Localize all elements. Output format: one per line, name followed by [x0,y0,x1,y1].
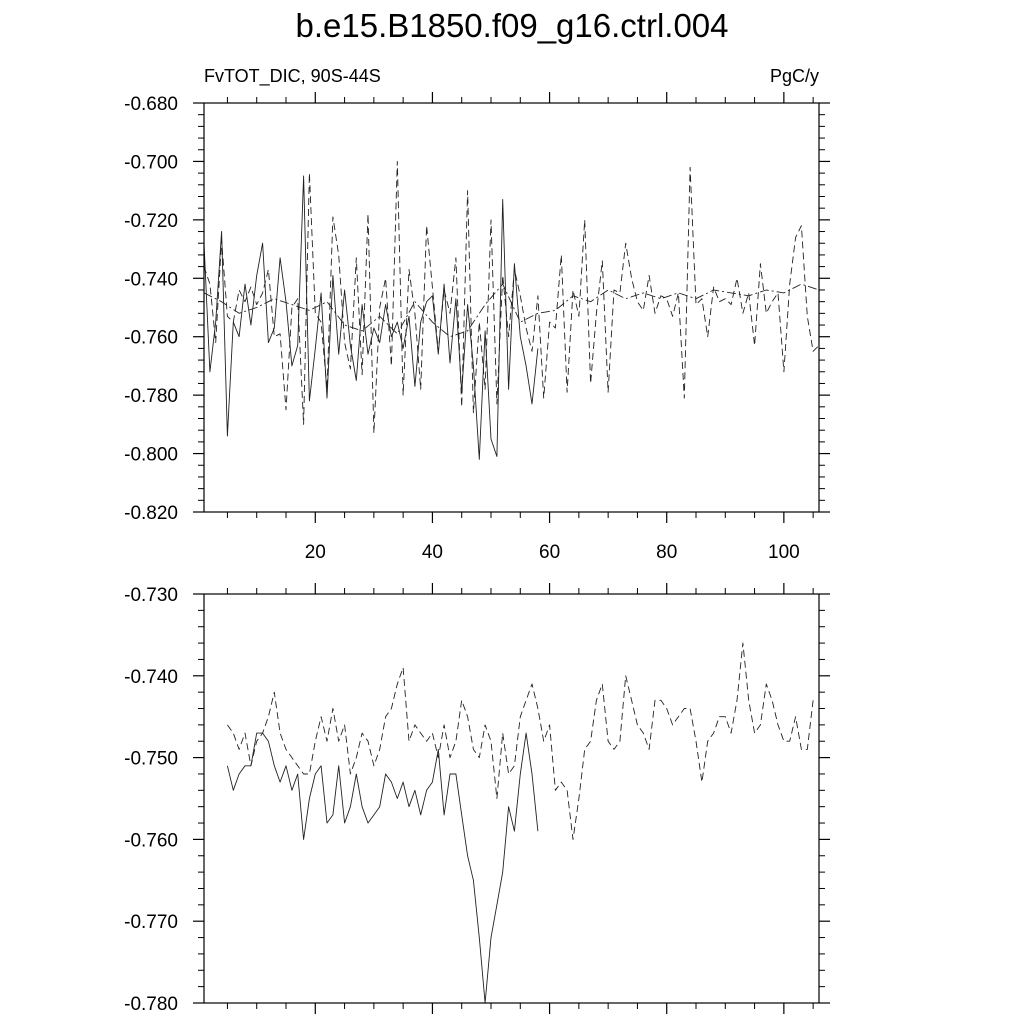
y-tick-label: -0.760 [124,830,178,852]
y-tick-label: -0.750 [124,748,178,770]
y-tick-label: -0.700 [124,152,178,174]
x-tick-label: 80 [656,542,678,563]
y-tick-label: -0.800 [124,444,178,466]
y-tick-label: -0.730 [124,585,178,606]
y-tick-label: -0.740 [124,269,178,291]
y-tick-label: -0.760 [124,327,178,349]
series-line-dashed [204,161,819,433]
x-tick-label: 20 [304,542,326,563]
top-left-label: FvTOT_DIC, 90S-44S [204,66,381,86]
series-line-dashed [227,643,813,839]
x-tick-label: 60 [539,542,561,563]
y-tick-label: -0.820 [124,503,178,524]
bottom-panel [124,583,830,1015]
chart-title: b.e15.B1850.f09_g16.ctrl.004 [295,7,729,44]
top-panel [124,66,830,563]
top-right-label: PgC/y [769,66,819,86]
y-tick-label: -0.680 [124,94,178,115]
x-tick-label: 40 [421,542,443,563]
y-tick-label: -0.770 [124,912,178,934]
x-tick-label: 100 [768,542,800,563]
y-tick-label: -0.780 [124,386,178,408]
y-tick-label: -0.720 [124,210,178,232]
y-tick-label: -0.740 [124,666,178,688]
y-tick-label: -0.780 [124,994,178,1015]
series-line-solid [227,733,538,1003]
plot-frame [204,594,819,1003]
